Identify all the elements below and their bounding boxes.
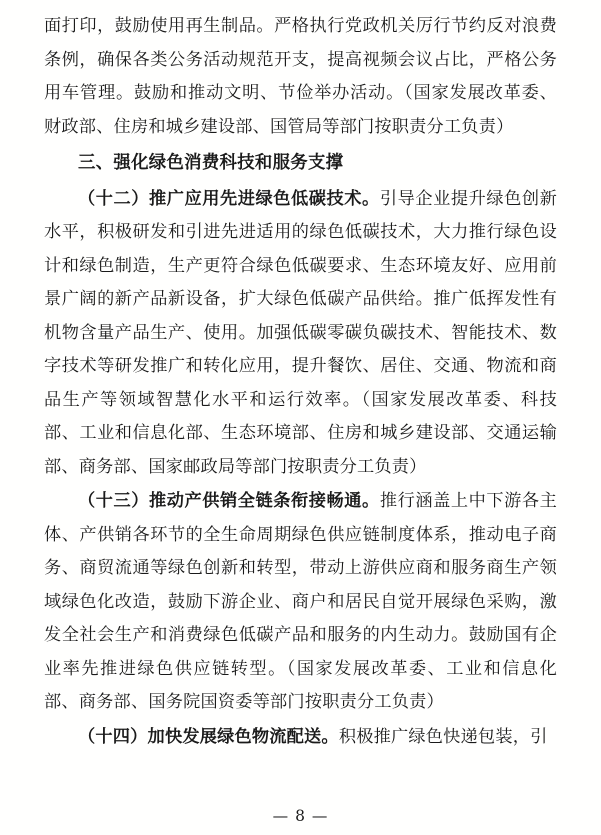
paragraph-item-13-lead: （十三）推动产供销全链条衔接畅通。: [78, 491, 380, 511]
paragraph-item-14: [44, 721, 557, 755]
section-heading-three: 三、强化绿色消费科技和服务支撑: [78, 153, 344, 173]
paragraph-item-12-lead: （十二）推广应用先进绿色低碳技术。: [78, 188, 380, 209]
paragraph-continued-top: 面打印，鼓励使用再生制品。严格执行党政机关厉行节约反对浪费条例，确保各类公务活动规范开支，提高视频会议占比，严格公务用车管理。鼓励和推动文明、节俭举办活动。（国家发展改革委、财政部、住房和城乡建设部、国管局等部门按职责分工负责）: [44, 16, 557, 137]
paragraph-item-12: [44, 183, 557, 485]
paragraph-item-13-body: 推行涵盖上中下游各主体、产供销各环节的全生命周期绿色供应链制度体系，推动电子商务、商贸流通等绿色创新和转型，带动上游供应商和服务商生产领域绿色化改造，鼓励下游企业、商户和居民自觉开展绿色采购，激发全社会生产和消费绿色低碳产品和服务的内生动力。鼓励国有企业率先推进绿色供应链转型。（国家发展改革委、工业和信息化部、商务部、国务院国资委等部门按职责分工负责）: [44, 491, 557, 712]
paragraph-item-12-body: 引导企业提升绿色创新水平，积极研发和引进先进适用的绿色低碳技术，大力推行绿色设计和绿色制造，生产更符合绿色低碳要求、生态环境友好、应用前景广阔的新产品新设备，扩大绿色低碳产品供给。推广低挥发性有机物含量产品生产、使用。加强低碳零碳负碳技术、智能技术、数字技术等研发推广和转化应用，提升餐饮、居住、交通、物流和商品生产等领域智慧化水平和运行效率。（国家发展改革委、科技部、工业和信息化部、生态环境部、住房和城乡建设部、交通运输部、商务部、国家邮政局等部门按职责分工负责）: [44, 188, 557, 477]
paragraph-item-14-lead: （十四）加快发展绿色物流配送。: [78, 726, 339, 747]
paragraph-item-13: [44, 485, 557, 720]
paragraph-item-14-body: 积极推广绿色快递包装，引: [338, 726, 548, 747]
page-number: — 8 —: [272, 807, 329, 825]
